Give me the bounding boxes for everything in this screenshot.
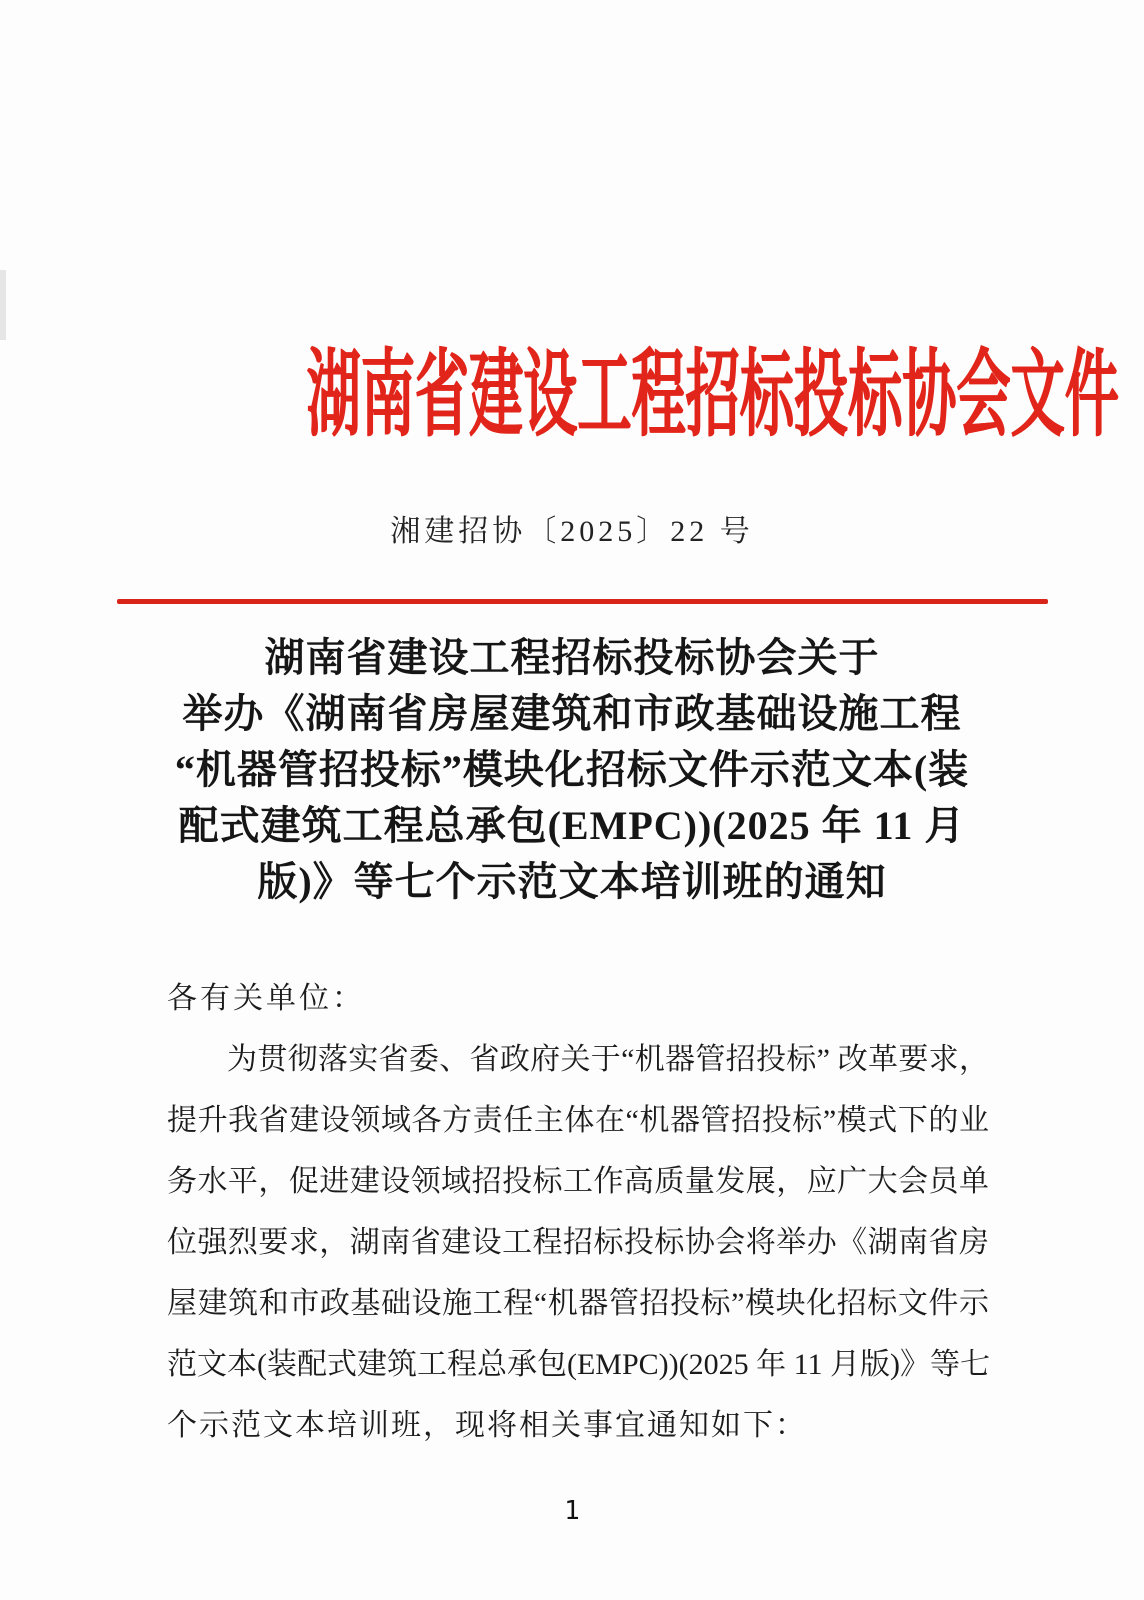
notice-title-line-4: 配式建筑工程总承包(EMPC))(2025 年 11 月 [178,803,966,848]
notice-title-line-2: 举办《湖南省房屋建筑和市政基础设施工程 [182,691,962,736]
scan-artifact [0,270,6,340]
notice-title-line-3: “机器管招投标”模块化招标文件示范文本(装 [174,747,970,792]
body-line-7: 个示范文本培训班，现将相关事宜通知如下： [167,1409,807,1442]
notice-body [167,968,989,1456]
body-line-5: 屋建筑和市政基础设施工程“机器管招投标”模块化招标文件示 [167,1287,989,1320]
document-number: 湘建招协〔2025〕22 号 [390,515,754,548]
notice-title-line-1: 湖南省建设工程招标投标协会关于 [264,635,880,680]
body-line-3: 务水平，促进建设领域招投标工作高质量发展，应广大会员单 [167,1165,989,1198]
notice-title-line-5: 版)》等七个示范文本培训班的通知 [257,859,887,904]
header-divider-rule [117,599,1048,604]
body-line-6: 范文本(装配式建筑工程总承包(EMPC))(2025 年 11 月版)》等七 [167,1348,991,1381]
issuing-org-title: 湖南省建设工程招标投标协会文件 [306,342,1119,448]
body-line-2: 提升我省建设领域各方责任主体在“机器管招投标”模式下的业 [167,1104,989,1137]
salutation: 各有关单位： [167,982,365,1015]
page-number: 1 [564,1496,580,1526]
notice-title [132,630,1012,910]
body-line-1: 为贯彻落实省委、省政府关于“机器管招投标” 改革要求， [227,1043,989,1076]
body-line-4: 位强烈要求，湖南省建设工程招标投标协会将举办《湖南省房 [167,1226,989,1259]
document-red-header [0,342,1144,448]
